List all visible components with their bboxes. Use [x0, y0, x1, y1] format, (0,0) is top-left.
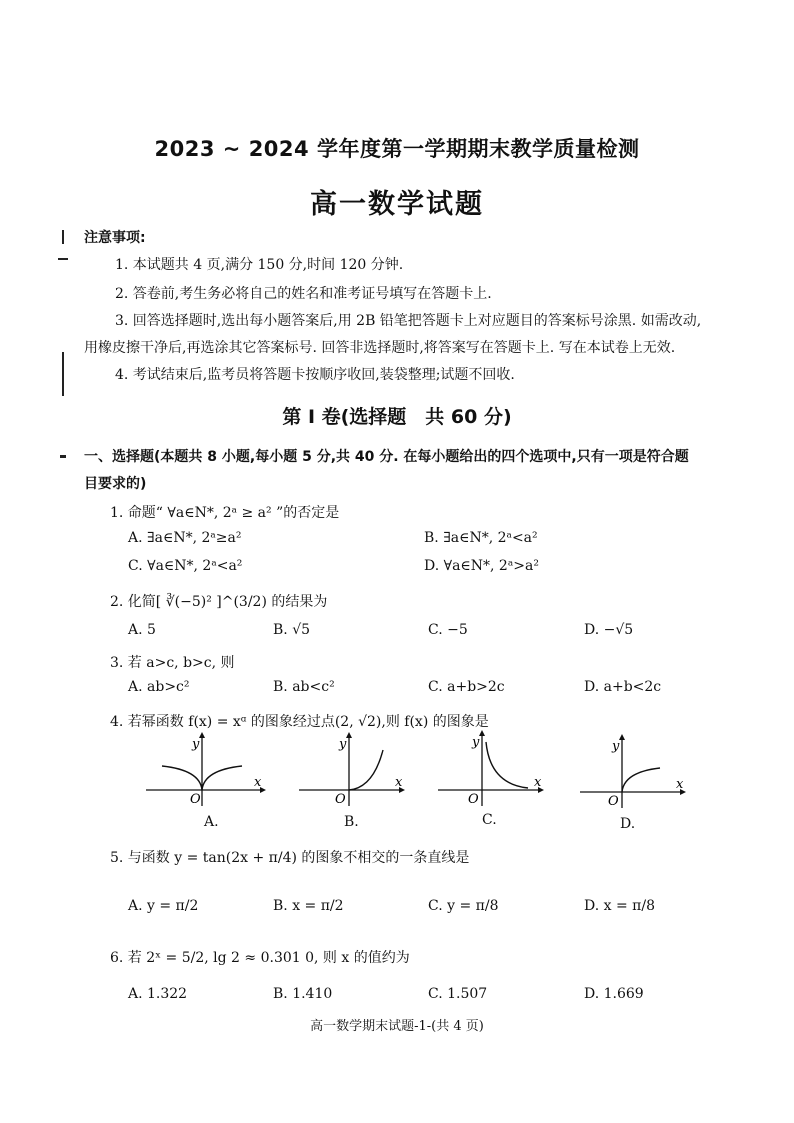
option-d: D. [620, 816, 636, 832]
notes-heading: 注意事项: [84, 230, 146, 246]
graph-d [566, 732, 690, 812]
axis-y-label: y [192, 737, 200, 752]
question-stem: 4. 若幂函数 f(x) = xᵅ 的图象经过点(2, √2),则 f(x) 的图象是 [110, 714, 489, 730]
axis-x-label: x [534, 775, 542, 790]
option-c: C. ∀a∈N*, 2ᵃ<a² [128, 558, 243, 574]
note-item: 2. 答卷前,考生务必将自己的姓名和准考证号填写在答题卡上. [115, 286, 492, 302]
question-stem: 1. 命题“ ∀a∈N*, 2ᵃ ≥ a² ”的否定是 [110, 505, 340, 521]
scan-mark [62, 230, 64, 244]
curve [622, 768, 660, 792]
origin-label: O [190, 792, 201, 807]
option-d: D. −√5 [584, 622, 634, 638]
option-b: B. ∃a∈N*, 2ᵃ<a² [424, 530, 538, 546]
curve [486, 742, 528, 788]
option-d: D. 1.669 [584, 986, 644, 1002]
option-a: A. 1.322 [128, 986, 188, 1002]
section-heading: 目要求的) [84, 476, 147, 492]
scan-mark [58, 258, 68, 260]
option-d: D. a+b<2c [584, 679, 662, 695]
curve [202, 766, 242, 790]
option-b: B. ab<c² [273, 679, 335, 695]
page-footer: 高一数学期末试题-1-(共 4 页) [310, 1019, 484, 1034]
option-a: A. 5 [128, 622, 156, 638]
y-arrow-icon [479, 730, 485, 736]
exam-title: 2023 ~ 2024 学年度第一学期期末教学质量检测 [154, 137, 640, 161]
scan-mark [62, 352, 64, 396]
axis-x-label: x [254, 775, 262, 790]
y-arrow-icon [199, 732, 205, 738]
note-item: 1. 本试题共 4 页,满分 150 分,时间 120 分钟. [115, 257, 404, 273]
subject-title: 高一数学试题 [310, 189, 484, 220]
option-c: C. y = π/8 [428, 898, 499, 914]
axis-y-label: y [472, 735, 480, 750]
question-stem: 5. 与函数 y = tan(2x + π/4) 的图象不相交的一条直线是 [110, 850, 470, 866]
option-b: B. √5 [273, 622, 311, 638]
axis-x-label: x [395, 775, 403, 790]
note-item: 4. 考试结束后,监考员将答题卡按顺序收回,装袋整理;试题不回收. [115, 367, 515, 383]
option-a: A. ∃a∈N*, 2ᵃ≥a² [128, 530, 242, 546]
option-d: D. ∀a∈N*, 2ᵃ>a² [424, 558, 539, 574]
axis-y-label: y [339, 737, 347, 752]
note-item: 用橡皮擦干净后,再选涂其它答案标号. 回答非选择题时,将答案写在答题卡上. 写在本试卷上无效. [84, 340, 676, 356]
option-c: C. 1.507 [428, 986, 488, 1002]
curve [162, 766, 202, 790]
option-d: D. x = π/8 [584, 898, 655, 914]
origin-label: O [608, 794, 619, 809]
option-b: B. [344, 814, 359, 830]
axis-x-label: x [676, 777, 684, 792]
note-item: 3. 回答选择题时,选出每小题答案后,用 2B 铅笔把答题卡上对应题目的答案标号涂黑. 如需改动, [115, 313, 702, 329]
option-b: B. 1.410 [273, 986, 333, 1002]
question-stem: 6. 若 2ˣ = 5/2, lg 2 ≈ 0.301 0, 则 x 的值约为 [110, 950, 410, 966]
y-arrow-icon [346, 732, 352, 738]
option-b: B. x = π/2 [273, 898, 344, 914]
section-heading: 一、选择题(本题共 8 小题,每小题 5 分,共 40 分. 在每小题给出的四个选项中,只有一项是符合题 [84, 449, 689, 465]
origin-label: O [468, 792, 479, 807]
option-c: C. a+b>2c [428, 679, 505, 695]
section-title: 第 Ⅰ 卷(选择题 共 60 分) [282, 406, 512, 428]
option-c: C. −5 [428, 622, 468, 638]
option-a: A. [204, 814, 219, 830]
curve [349, 750, 383, 790]
option-c: C. [482, 812, 497, 828]
graph-c [424, 728, 548, 810]
question-stem: 3. 若 a>c, b>c, 则 [110, 655, 235, 671]
origin-label: O [335, 792, 346, 807]
scan-mark [60, 455, 66, 458]
option-a: A. y = π/2 [128, 898, 199, 914]
axis-y-label: y [612, 739, 620, 754]
graph-a [142, 730, 266, 810]
graph-b [285, 730, 409, 810]
question-stem: 2. 化简[ ∛(−5)² ]^(3/2) 的结果为 [110, 594, 328, 610]
y-arrow-icon [619, 734, 625, 740]
option-a: A. ab>c² [128, 679, 190, 695]
